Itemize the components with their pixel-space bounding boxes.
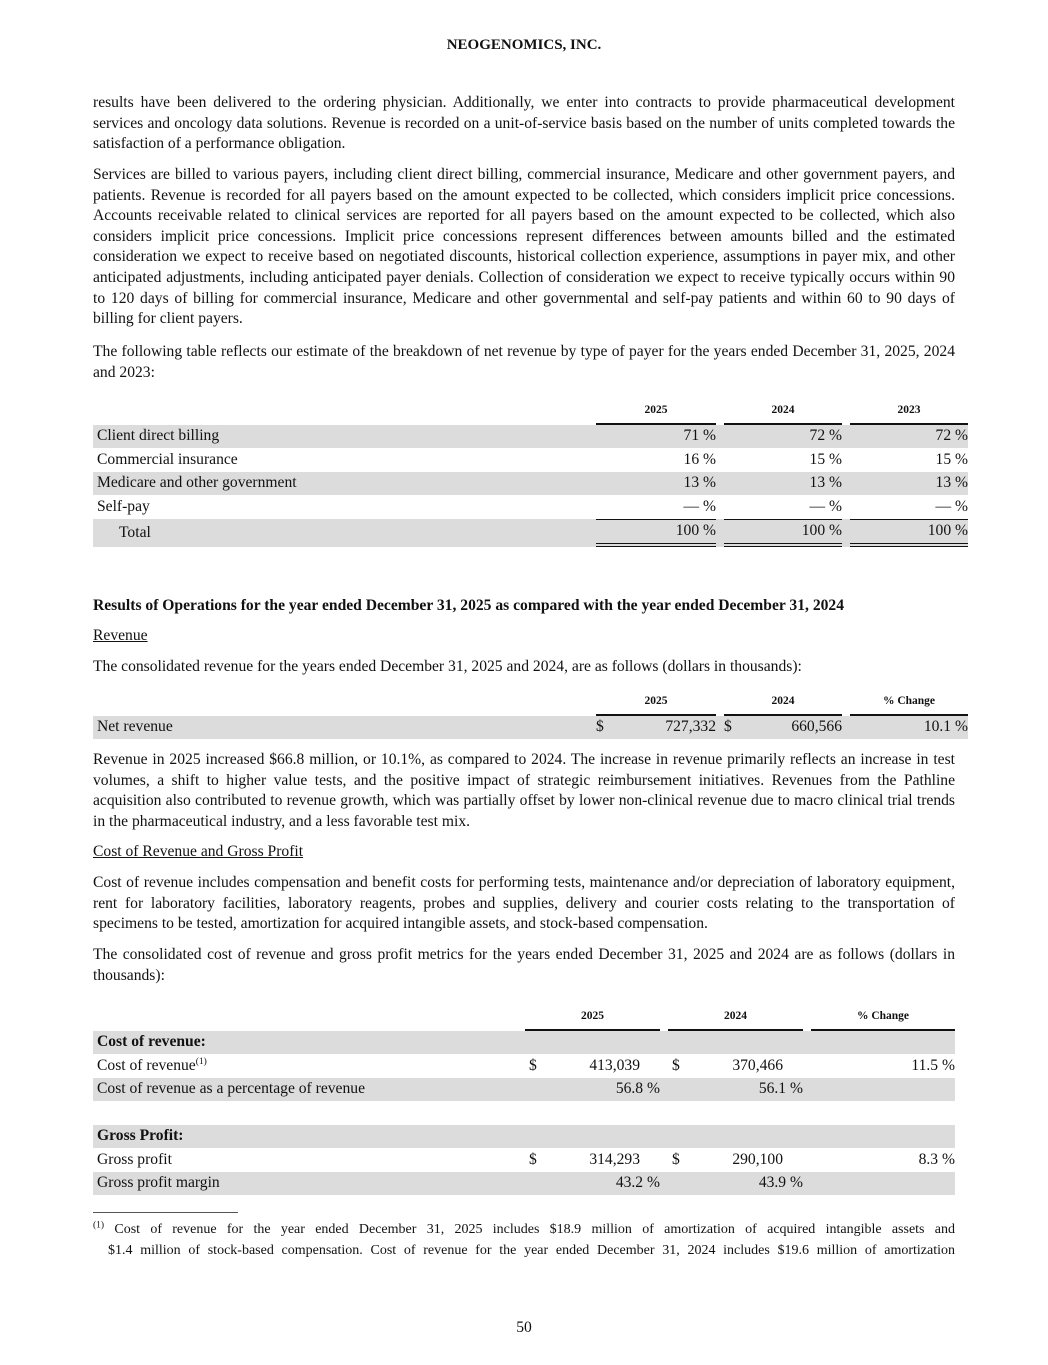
column-header: 2024 — [724, 400, 842, 425]
table-header-row — [93, 1006, 955, 1031]
paragraph-cost-table-intro: The consolidated cost of revenue and gross profit metrics for the years ended December 31, 2025 and 2024 are as follows (dollars in thousands): — [93, 946, 955, 984]
column-header: 2025 — [596, 400, 716, 425]
currency-symbol: $ — [596, 716, 614, 740]
table-row — [93, 1148, 955, 1172]
cell-value: 100 % — [724, 519, 842, 548]
cell-value: 290,100 — [732, 1150, 783, 1168]
cell-value: — % — [935, 497, 968, 515]
row-label: Self-pay — [97, 497, 150, 515]
cell-value: 314,293 — [589, 1150, 640, 1168]
table-header-row — [93, 400, 968, 425]
row-label: Gross profit margin — [93, 1172, 525, 1196]
column-header: 2024 — [724, 691, 842, 716]
cell-value: 13 % — [596, 472, 716, 496]
footnote-divider — [93, 1212, 238, 1213]
row-label: Gross profit — [97, 1150, 172, 1168]
currency-symbol: $ — [672, 1056, 680, 1074]
row-label: Cost of revenue as a percentage of revenue — [93, 1078, 525, 1102]
column-header: 2025 — [525, 1006, 660, 1031]
table-total-row — [93, 519, 968, 548]
row-label: Commercial insurance — [97, 450, 238, 468]
table-row — [93, 1172, 955, 1196]
cell-value: 13 % — [724, 472, 842, 496]
table-row — [93, 472, 968, 496]
cell-value: 13 % — [850, 472, 968, 496]
cell-value: 370,466 — [732, 1056, 783, 1074]
table-row — [93, 1078, 955, 1102]
cell-value: — % — [683, 497, 716, 515]
row-label: Net revenue — [93, 716, 596, 740]
cell-value: 16 % — [683, 450, 716, 468]
currency-symbol: $ — [672, 1150, 680, 1168]
row-label: Cost of revenue$^{(1)}$ — [97, 1056, 207, 1074]
cell-value — [811, 1172, 955, 1196]
currency-symbol: $ — [529, 1150, 537, 1168]
footnote-marker: (1) — [93, 1220, 105, 1231]
currency-symbol: $ — [529, 1056, 537, 1074]
spacer-row — [93, 1101, 955, 1125]
column-header: 2024 — [668, 1006, 803, 1031]
cell-value: 43.9 % — [698, 1172, 803, 1196]
cost-subheading: Cost of Revenue and Gross Profit — [93, 843, 304, 860]
cell-value: 100 % — [850, 519, 968, 548]
cell-value: — % — [809, 497, 842, 515]
cell-value: 72 % — [724, 425, 842, 449]
footnote-reference: (1) — [195, 1056, 207, 1067]
cost-gross-profit-table — [93, 1006, 955, 1195]
cell-value: 100 % — [596, 519, 716, 548]
net-revenue-table — [93, 691, 968, 739]
cell-value: 10.1 % — [850, 716, 968, 740]
cell-value: 8.3 % — [918, 1150, 955, 1168]
cell-value: 660,566 — [742, 716, 842, 740]
cell-value: 43.2 % — [555, 1172, 660, 1196]
column-header: 2025 — [596, 691, 716, 716]
row-label: Total — [93, 519, 596, 548]
table-row — [93, 448, 968, 472]
paragraph-payers: Services are billed to various payers, including client direct billing, commercial insurance, Medicare and other government payers, and patients. Revenue is recorded for all payers based on the amount expected to be collected, which considers implicit price concessions. Accounts receivable related to clinical services are reported for all payers based on the amount expected to be collected, which also considers implicit price concessions. Implicit price concessions represent differences between amounts billed and the estimated consideration we expect to receive based on negotiated discounts, historical collection experience, assumptions in payer mix, and other anticipated adjustments, including anticipated payer denials. Collection of consideration we expect to receive typically occurs within 90 to 120 days of billing for commercial insurance, Medicare and other governmental and self-pay patients and within 60 to 90 days of billing for client payers. — [93, 166, 955, 328]
table-row — [93, 716, 968, 740]
paragraph-revenue-intro: The consolidated revenue for the years ended December 31, 2025 and 2024, are as follows (dollars in thousands): — [93, 658, 802, 675]
section-title-row — [93, 1125, 955, 1149]
cell-value: 15 % — [809, 450, 842, 468]
cell-value: 56.8 % — [555, 1078, 660, 1102]
section-title: Cost of revenue: — [93, 1031, 525, 1055]
paragraph-payer-table-intro: The following table reflects our estimate of the breakdown of net revenue by type of payer for the years ended December 31, 2025, 2024 and 2023: — [93, 343, 955, 381]
company-header: NEOGENOMICS, INC. — [446, 37, 602, 53]
row-label: Client direct billing — [93, 425, 596, 449]
cell-value: 72 % — [850, 425, 968, 449]
footnote — [93, 1220, 955, 1261]
cell-value: 56.1 % — [698, 1078, 803, 1102]
table-header-row — [93, 691, 968, 716]
section-title-row — [93, 1031, 955, 1055]
table-row — [93, 1054, 955, 1078]
column-header: % Change — [811, 1006, 955, 1031]
currency-symbol: $ — [724, 716, 742, 740]
paragraph-cost-of-revenue: Cost of revenue includes compensation and benefit costs for performing tests, maintenance and/or depreciation of laboratory equipment, rent for laboratory facilities, laboratory reagents, probes and supplies, delivery and courier costs relating to the transportation of specimens to be tested, amortization for acquired intangible assets, and stock-based compensation. — [93, 874, 955, 933]
cell-value: 413,039 — [589, 1056, 640, 1074]
cell-value — [811, 1078, 955, 1102]
footnote-text-line1: Cost of revenue for the year ended December 31, 2025 includes $18.9 million of amortization of acquired intangible assets and — [114, 1222, 955, 1237]
row-label: Medicare and other government — [93, 472, 596, 496]
payer-breakdown-table — [93, 400, 968, 547]
cell-value: 71 % — [596, 425, 716, 449]
column-header: % Change — [850, 691, 968, 716]
cell-value: 727,332 — [614, 716, 716, 740]
revenue-subheading: Revenue — [93, 627, 148, 644]
section-title: Gross Profit: — [93, 1125, 525, 1149]
paragraph-revenue-recognition: results have been delivered to the ordering physician. Additionally, we enter into contracts to provide pharmaceutical development services and oncology data solutions. Revenue is recorded on a unit-of-service basis based on the number of units completed towards the satisfaction of a performance obligation. — [93, 94, 955, 153]
table-row — [93, 495, 968, 519]
column-header: 2023 — [850, 400, 968, 425]
footnote-text-line2: $1.4 million of stock-based compensation. Cost of revenue for the year ended December 31, 2024 includes $19.6 million of amortization — [108, 1242, 955, 1258]
page-number: 50 — [516, 1319, 532, 1336]
paragraph-revenue-discussion: Revenue in 2025 increased $66.8 million, or 10.1%, as compared to 2024. The increase in revenue primarily reflects an increase in test volumes, a shift to higher value tests, and the positive impact of strategic reimbursement initiatives. Revenues from the Pathline acquisition also contributed to revenue growth, which was partially offset by lower non-clinical revenue due to macro clinical trial trends in the pharmaceutical industry, and a less favorable test mix. — [93, 751, 955, 830]
table-row — [93, 425, 968, 449]
cell-value: 15 % — [935, 450, 968, 468]
cell-value: 11.5 % — [911, 1056, 955, 1074]
results-heading: Results of Operations for the year ended December 31, 2025 as compared with the year ended December 31, 2024 — [93, 597, 845, 614]
